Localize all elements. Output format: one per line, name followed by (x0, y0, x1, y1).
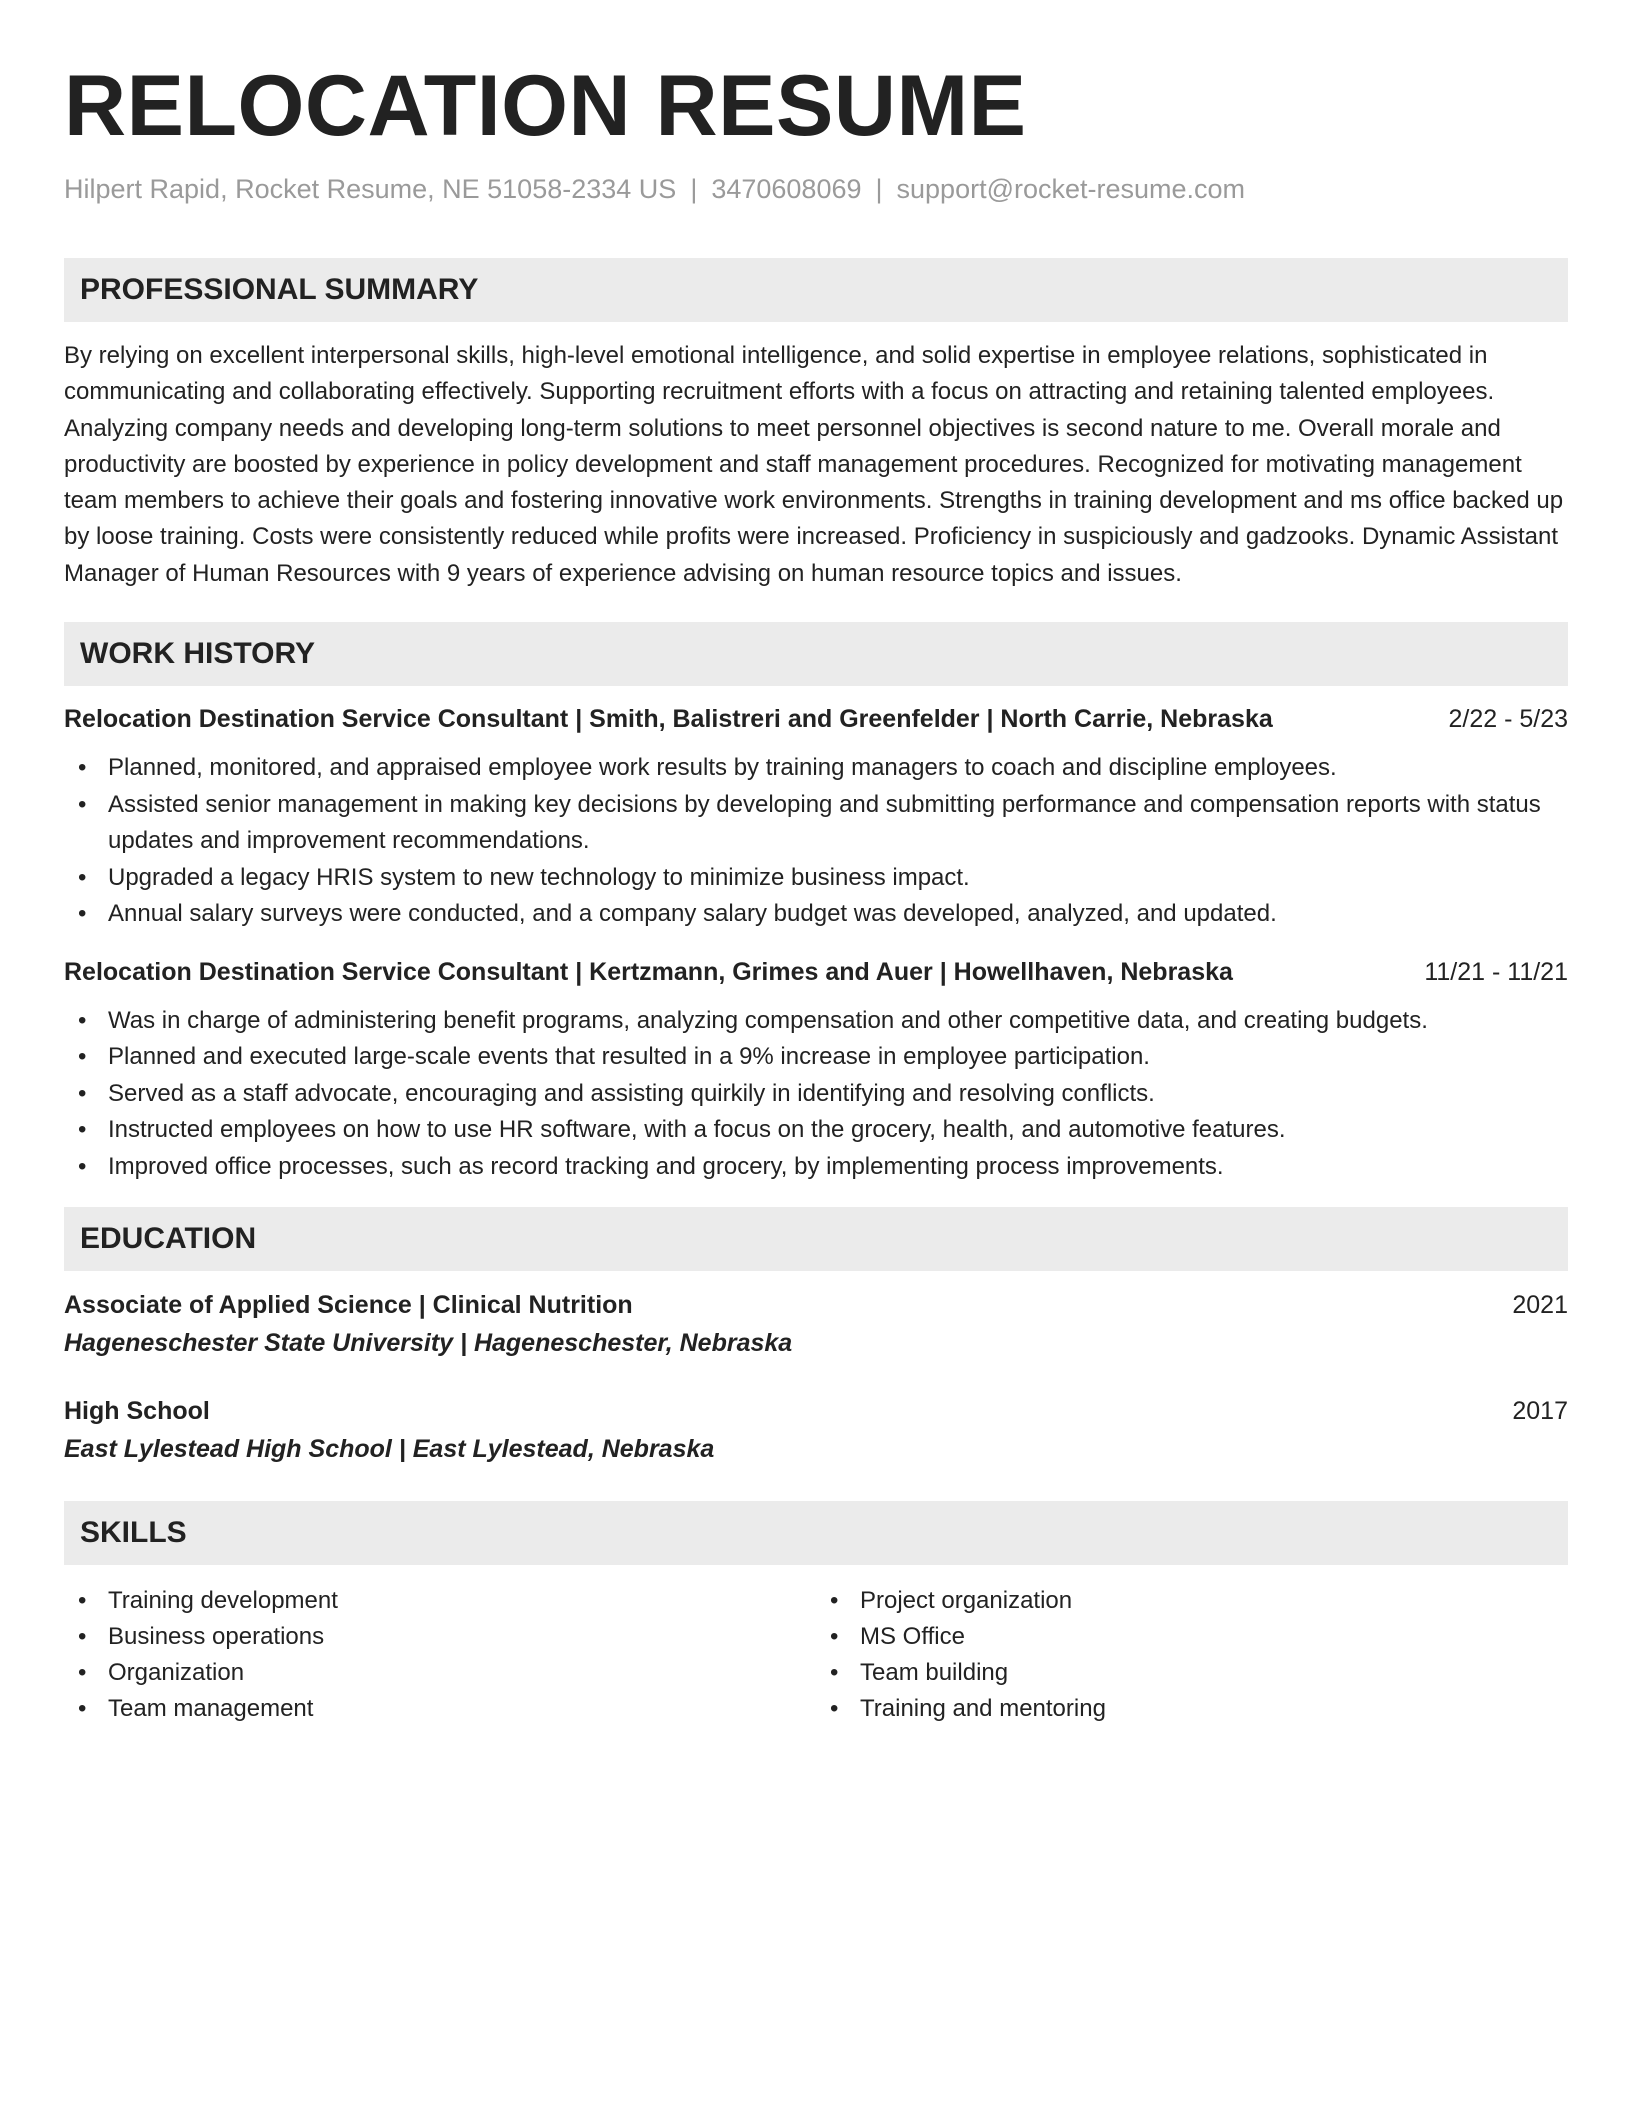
contact-email[interactable]: support@rocket-resume.com (896, 174, 1246, 204)
education-degree: High School (64, 1397, 210, 1426)
skill-item: • Training and mentoring (816, 1691, 1568, 1727)
contact-separator: | (690, 174, 698, 204)
skills-column-right (816, 1583, 1568, 1727)
skill-item: • Training development (64, 1583, 816, 1619)
job-bullet: • Annual salary surveys were conducted, and a company salary budget was developed, analyzed, and updated. (64, 896, 1568, 933)
skill-item: • Project organization (816, 1583, 1568, 1619)
work-history-heading: WORK HISTORY (64, 622, 1568, 686)
job-bullet: • Instructed employees on how to use HR software, with a focus on the grocery, health, and automotive features. (64, 1112, 1568, 1149)
contact-phone: 3470608069 (711, 174, 862, 204)
education-header (64, 1393, 1568, 1429)
job-dates: 11/21 - 11/21 (1424, 957, 1568, 986)
education-header (64, 1287, 1568, 1323)
contact-address: Hilpert Rapid, Rocket Resume, NE 51058-2334 US (64, 174, 677, 204)
job-bullet: • Improved office processes, such as record tracking and grocery, by implementing process improvements. (64, 1149, 1568, 1186)
job-bullet: • Planned and executed large-scale events that resulted in a 9% increase in employee participation. (64, 1039, 1568, 1076)
summary-heading: PROFESSIONAL SUMMARY (64, 258, 1568, 322)
education-school: Hageneschester State University | Hageneschester, Nebraska (64, 1329, 793, 1358)
skill-item: • Team building (816, 1655, 1568, 1691)
education-degree: Associate of Applied Science | Clinical Nutrition (64, 1291, 633, 1320)
job-header (64, 955, 1568, 989)
job-title: Relocation Destination Service Consultant | Smith, Balistreri and Greenfelder | North Carrie, Nebraska (64, 705, 1273, 734)
skill-item: • MS Office (816, 1619, 1568, 1655)
education-entry (64, 1287, 1568, 1363)
education-heading: EDUCATION (64, 1207, 1568, 1271)
skill-item: • Business operations (64, 1619, 816, 1655)
job-bullet: • Served as a staff advocate, encouraging and assisting quirkily in identifying and resolving conflicts. (64, 1076, 1568, 1113)
education-school: East Lylestead High School | East Lylestead, Nebraska (64, 1435, 715, 1464)
education-year: 2021 (1512, 1291, 1568, 1320)
job-bullet: • Upgraded a legacy HRIS system to new technology to minimize business impact. (64, 860, 1568, 897)
skills-heading: SKILLS (64, 1501, 1568, 1565)
skills-column-left (64, 1583, 816, 1727)
job-bullets (64, 750, 1568, 933)
job-title: Relocation Destination Service Consultant | Kertzmann, Grimes and Auer | Howellhaven, Nebraska (64, 957, 1233, 986)
skill-item: • Organization (64, 1655, 816, 1691)
job-entry (64, 955, 1568, 1186)
skill-item: • Team management (64, 1691, 816, 1727)
job-entry (64, 702, 1568, 933)
job-bullet: • Planned, monitored, and appraised employee work results by training managers to coach and discipline employees. (64, 750, 1568, 787)
skills-columns (64, 1583, 1568, 1727)
summary-text: By relying on excellent interpersonal skills, high-level emotional intelligence, and solid expertise in employee relations, sophisticated in communicating and collaborating effectively. Supporting recruitment efforts with a focus on attracting and retaining talented employees. Analyzing company needs and developing long-term solutions to meet personnel objectives is second nature to me. Overall morale and productivity are boosted by experience in policy development and staff management procedures. Recognized for motivating management team members to achieve their goals and fostering innovative work environments. Strengths in training development and ms office backed up by loose training. Costs were consistently reduced while profits were increased. Proficiency in suspiciously and gadzooks. Dynamic Assistant Manager of Human Resources with 9 years of experience advising on human resource topics and issues. (64, 342, 1564, 587)
education-entry (64, 1393, 1568, 1469)
job-bullet: • Was in charge of administering benefit programs, analyzing compensation and other competitive data, and creating budgets. (64, 1003, 1568, 1040)
job-bullets (64, 1003, 1568, 1186)
education-year: 2017 (1512, 1397, 1568, 1426)
contact-separator: | (875, 174, 883, 204)
resume-title: RELOCATION RESUME (64, 58, 1027, 154)
job-dates: 2/22 - 5/23 (1448, 705, 1568, 734)
contact-line (64, 172, 1568, 206)
job-header (64, 702, 1568, 736)
job-bullet: • Assisted senior management in making key decisions by developing and submitting performance and compensation reports with status updates and improvement recommendations. (64, 787, 1568, 860)
